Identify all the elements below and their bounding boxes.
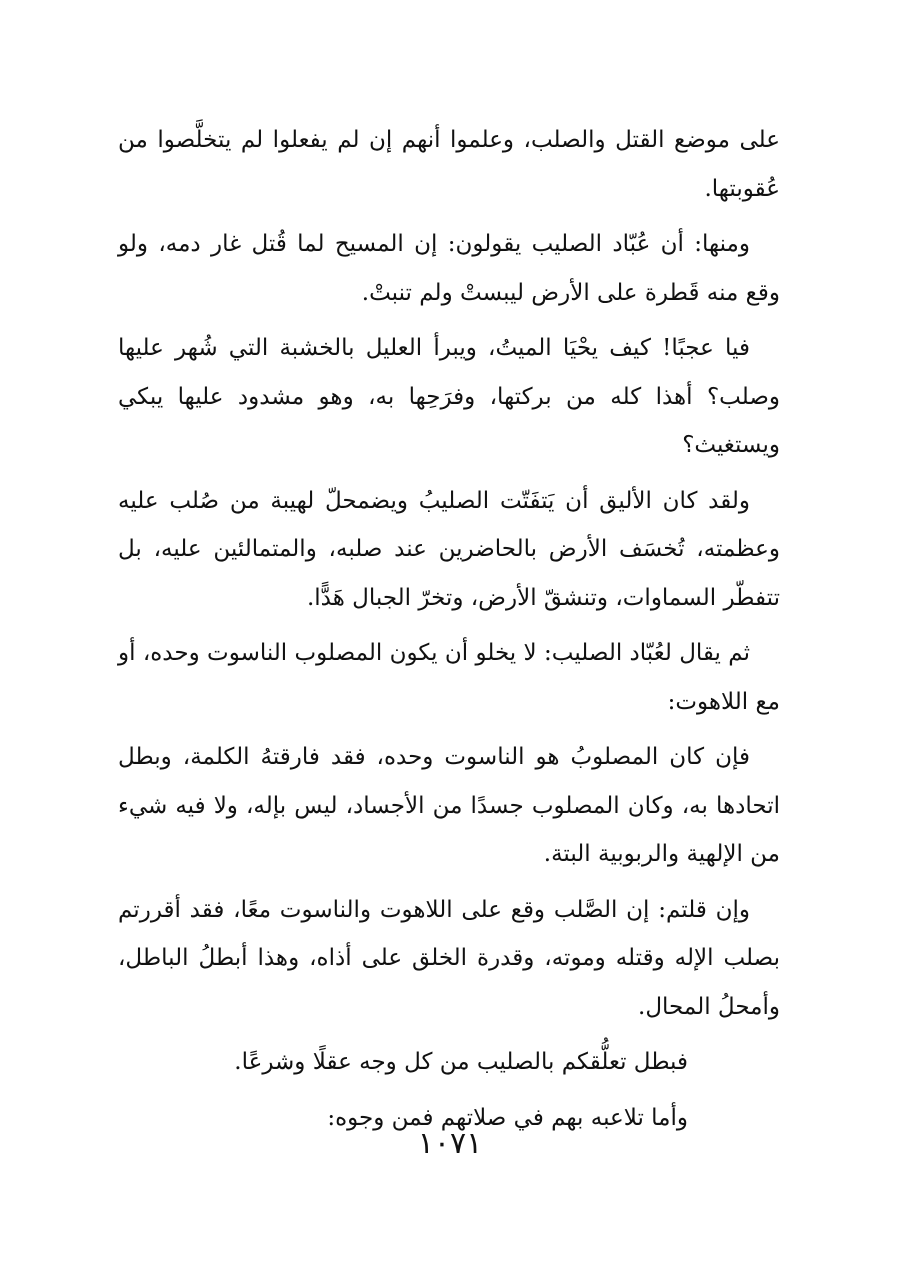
- paragraph-both-natures: وإن قلتم: إن الصَّلب وقع على اللاهوت والناسوت معًا، فقد أقررتم بصلب الإله وقتله وموته، وقدرة الخلق على أذاه، وهذا أبطلُ الباطل، وأمحلُ المحال.: [118, 896, 780, 1020]
- paragraph-nasut-alone: فإن كان المصلوبُ هو الناسوت وحده، فقد فارقتهُ الكلمة، وبطل اتحادها به، وكان المصلوب جسدًا من الأجساد، ليس بإله، ولا فيه شيء من الإلهية والربوبية البتة.: [118, 744, 780, 867]
- paragraph-more-fitting: ولقد كان الأليق أن يَتفَتّت الصليبُ ويضمحلّ لهيبة من صُلب عليه وعظمته، تُخسَف الأرض بالحاضرين عند صلبه، والمتمالئين عليه، بل تتفطّر السماوات، وتنشقّ الأرض، وتخرّ الجبال هَدًّا.: [118, 487, 780, 611]
- paragraph-blood-claim: ومنها: أن عُبّاد الصليب يقولون: إن المسيح لما قُتل غار دمه، ولو وقع منه قَطرة على الأرض ليبستْ ولم تنبتْ.: [118, 231, 780, 306]
- paragraph-prayer-intro: وأما تلاعبه بهم في صلاتهم فمن وجوه:: [327, 1104, 688, 1131]
- paragraph-question: ثم يقال لعُبّاد الصليب: لا يخلو أن يكون المصلوب الناسوت وحده، أو مع اللاهوت:: [118, 640, 780, 715]
- page-body: [118, 116, 780, 1149]
- paragraph-conclusion: فبطل تعلُّقكم بالصليب من كل وجه عقلًا وشرعًا.: [234, 1049, 688, 1075]
- paragraph-continuation: على موضع القتل والصلب، وعلموا أنهم إن لم يفعلوا لم يتخلَّصوا من عُقوبتها.: [118, 127, 780, 202]
- paragraph-wonder: فيا عجبًا! كيف يحْيَا الميتُ، ويبرأ العليل بالخشبة التي شُهر عليها وصلب؟ أهذا كله من بركتها، وفرَحِها به، وهو مشدود عليها يبكي ويستغيث؟: [118, 335, 780, 458]
- page-number: ١٠٧١: [417, 1126, 483, 1161]
